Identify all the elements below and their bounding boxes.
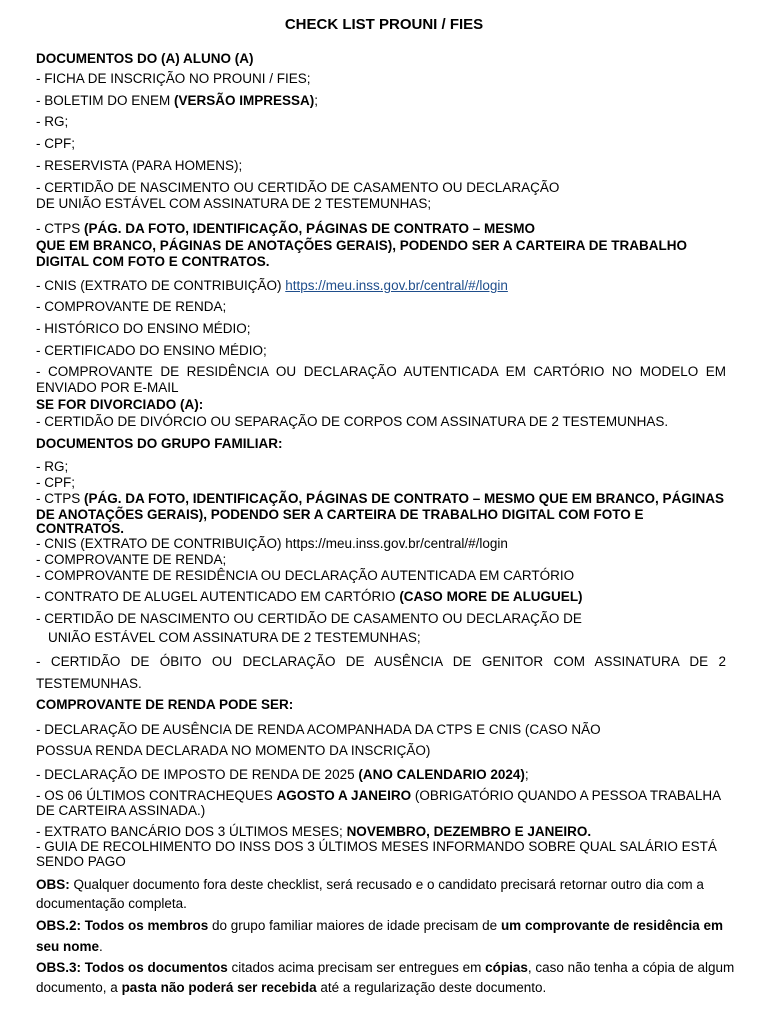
obs-2-line2 bbox=[36, 939, 726, 954]
cnis-link[interactable]: https://meu.inss.gov.br/central/#/login bbox=[285, 278, 508, 293]
aluguel-label: - CONTRATO DE ALUGEL AUTENTICADO EM CARTÓRIO bbox=[36, 589, 400, 604]
grupo-item-ctps-line3: CONTRATOS. bbox=[36, 521, 125, 536]
comprovante-extrato bbox=[36, 824, 726, 839]
contra-months: AGOSTO A JANEIRO bbox=[276, 788, 412, 803]
item-reservista: - RESERVISTA (PARA HOMENS); bbox=[36, 158, 243, 173]
obs-1-text: Qualquer documento fora deste checklist, será recusado e o candidato precisará retornar outro dia com a bbox=[69, 877, 704, 892]
grupo-item-obito-line1: - CERTIDÃO DE ÓBITO OU DECLARAÇÃO DE AUSÊNCIA DE GENITOR COM ASSINATURA DE 2 bbox=[36, 654, 726, 669]
obs-3-line2 bbox=[36, 980, 726, 995]
obs-3-text-cont: , caso não tenha a cópia de algum bbox=[527, 960, 735, 975]
boletim-end: ; bbox=[314, 93, 319, 108]
grupo-ctps-label: - CTPS bbox=[36, 491, 85, 506]
item-ficha: - FICHA DE INSCRIÇÃO NO PROUNI / FIES; bbox=[36, 71, 311, 86]
item-ctps-line2: QUE EM BRANCO, PÁGINAS DE ANOTAÇÕES GERAIS), PODENDO SER A CARTEIRA DE TRABALHO bbox=[36, 238, 688, 253]
grupo-item-aluguel bbox=[36, 589, 726, 604]
obs-2-period: . bbox=[99, 939, 103, 954]
obs-2-line1 bbox=[36, 918, 726, 933]
obs-2-emphasis-end: seu nome bbox=[36, 939, 100, 954]
section-heading-divorciado: SE FOR DIVORCIADO (A): bbox=[36, 397, 204, 412]
boletim-text: - BOLETIM DO ENEM bbox=[36, 93, 175, 108]
ctps-detail: (PÁG. DA FOTO, IDENTIFICAÇÃO, PÁGINAS DE CONTRATO – MESMO bbox=[84, 221, 536, 236]
ctps-label: - CTPS bbox=[36, 221, 85, 236]
extrato-months: NOVEMBRO, DEZEMBRO E JANEIRO. bbox=[346, 824, 592, 839]
comprovante-ausencia-line2: POSSUA RENDA DECLARADA NO MOMENTO DA INSCRIÇÃO) bbox=[36, 743, 431, 758]
obs-2-label: OBS.2: Todos os membros bbox=[36, 918, 209, 933]
item-cnis bbox=[36, 278, 726, 293]
grupo-item-cnis: - CNIS (EXTRATO DE CONTRIBUIÇÃO) https://meu.inss.gov.br/central/#/login bbox=[36, 536, 508, 551]
comprovante-contracheques-line2: DE CARTEIRA ASSINADA.) bbox=[36, 803, 206, 818]
comprovante-guia-line2: SENDO PAGO bbox=[36, 854, 126, 869]
grupo-item-cpf: - CPF; bbox=[36, 475, 75, 490]
contra-note: (OBRIGATÓRIO QUANDO A PESSOA TRABALHA bbox=[411, 788, 722, 803]
grupo-item-ctps-line1 bbox=[36, 491, 726, 506]
comprovante-ir bbox=[36, 767, 726, 782]
contra-label: - OS 06 ÚLTIMOS CONTRACHEQUES bbox=[36, 788, 277, 803]
item-ctps-line1 bbox=[36, 221, 726, 236]
boletim-emphasis: (VERSÃO IMPRESSA) bbox=[174, 93, 315, 108]
grupo-item-obito-line2: TESTEMUNHAS. bbox=[36, 676, 142, 691]
item-certidao-line1: - CERTIDÃO DE NASCIMENTO OU CERTIDÃO DE CASAMENTO OU DECLARAÇÃO bbox=[36, 180, 560, 195]
item-certidao-line2: DE UNIÃO ESTÁVEL COM ASSINATURA DE 2 TESTEMUNHAS; bbox=[36, 196, 432, 211]
grupo-item-ctps-line2: DE ANOTAÇÕES GERAIS), PODENDO SER A CARTEIRA DE TRABALHO DIGITAL COM FOTO E bbox=[36, 507, 644, 522]
grupo-ctps-detail: (PÁG. DA FOTO, IDENTIFICAÇÃO, PÁGINAS DE CONTRATO – MESMO QUE EM BRANCO, PÁGINAS bbox=[84, 491, 725, 506]
item-ctps-line3: DIGITAL COM FOTO E CONTRATOS. bbox=[36, 254, 270, 269]
item-rg: - RG; bbox=[36, 114, 69, 129]
ir-year: (ANO CALENDARIO 2024) bbox=[358, 767, 525, 782]
cnis-label: - CNIS (EXTRATO DE CONTRIBUIÇÃO) bbox=[36, 278, 286, 293]
grupo-item-certidao-line1: - CERTIDÃO DE NASCIMENTO OU CERTIDÃO DE CASAMENTO OU DECLARAÇÃO DE bbox=[36, 611, 582, 626]
obs-3-text-end: até a regularização deste documento. bbox=[316, 980, 547, 995]
obs-1-line2: documentação completa. bbox=[36, 896, 187, 911]
comprovante-contracheques-line1 bbox=[36, 788, 726, 803]
obs-3-label: OBS.3: Todos os documentos bbox=[36, 960, 228, 975]
obs-1-line1 bbox=[36, 877, 726, 892]
item-cpf: - CPF; bbox=[36, 136, 75, 151]
comprovante-guia-line1: - GUIA DE RECOLHIMENTO DO INSS DOS 3 ÚLTIMOS MESES INFORMANDO SOBRE QUAL SALÁRIO ESTÁ bbox=[36, 839, 717, 854]
aluguel-condition: (CASO MORE DE ALUGUEL) bbox=[399, 589, 583, 604]
ir-end: ; bbox=[524, 767, 529, 782]
section-heading-aluno: DOCUMENTOS DO (A) ALUNO (A) bbox=[36, 51, 254, 66]
grupo-item-residencia: - COMPROVANTE DE RESIDÊNCIA OU DECLARAÇÃO AUTENTICADA EM CARTÓRIO bbox=[36, 568, 575, 583]
item-renda: - COMPROVANTE DE RENDA; bbox=[36, 299, 227, 314]
item-divorcio: - CERTIDÃO DE DIVÓRCIO OU SEPARAÇÃO DE CORPOS COM ASSINATURA DE 2 TESTEMUNHAS. bbox=[36, 414, 669, 429]
item-certificado: - CERTIFICADO DO ENSINO MÉDIO; bbox=[36, 343, 267, 358]
item-boletim bbox=[36, 93, 726, 108]
extrato-label: - EXTRATO BANCÁRIO DOS 3 ÚLTIMOS MESES; bbox=[36, 824, 347, 839]
grupo-item-renda: - COMPROVANTE DE RENDA; bbox=[36, 552, 227, 567]
grupo-item-rg: - RG; bbox=[36, 459, 69, 474]
obs-3-text: citados acima precisam ser entregues em bbox=[227, 960, 486, 975]
item-residencia-line1: - COMPROVANTE DE RESIDÊNCIA OU DECLARAÇÃO AUTENTICADA EM CARTÓRIO NO MODELO EM bbox=[36, 364, 726, 379]
section-heading-comprovante: COMPROVANTE DE RENDA PODE SER: bbox=[36, 697, 294, 712]
comprovante-ausencia-line1: - DECLARAÇÃO DE AUSÊNCIA DE RENDA ACOMPANHADA DA CTPS E CNIS (CASO NÃO bbox=[36, 722, 601, 737]
page-title: CHECK LIST PROUNI / FIES bbox=[284, 16, 484, 33]
section-heading-grupo: DOCUMENTOS DO GRUPO FAMILIAR: bbox=[36, 436, 283, 451]
item-historico: - HISTÓRICO DO ENSINO MÉDIO; bbox=[36, 321, 251, 336]
obs-2-emphasis: um comprovante de residência em bbox=[500, 918, 724, 933]
grupo-item-certidao-line2: UNIÃO ESTÁVEL COM ASSINATURA DE 2 TESTEMUNHAS; bbox=[48, 630, 421, 645]
ir-label: - DECLARAÇÃO DE IMPOSTO DE RENDA DE 2025 bbox=[36, 767, 359, 782]
obs-1-label: OBS: bbox=[36, 877, 70, 892]
item-residencia-line2: ENVIADO POR E-MAIL bbox=[36, 380, 179, 395]
obs-3-line1 bbox=[36, 960, 735, 975]
obs-3-text-start: documento, a bbox=[36, 980, 122, 995]
obs-3-copies: cópias bbox=[485, 960, 528, 975]
obs-3-warning: pasta não poderá ser recebida bbox=[121, 980, 317, 995]
obs-2-text: do grupo familiar maiores de idade precisam de bbox=[208, 918, 501, 933]
